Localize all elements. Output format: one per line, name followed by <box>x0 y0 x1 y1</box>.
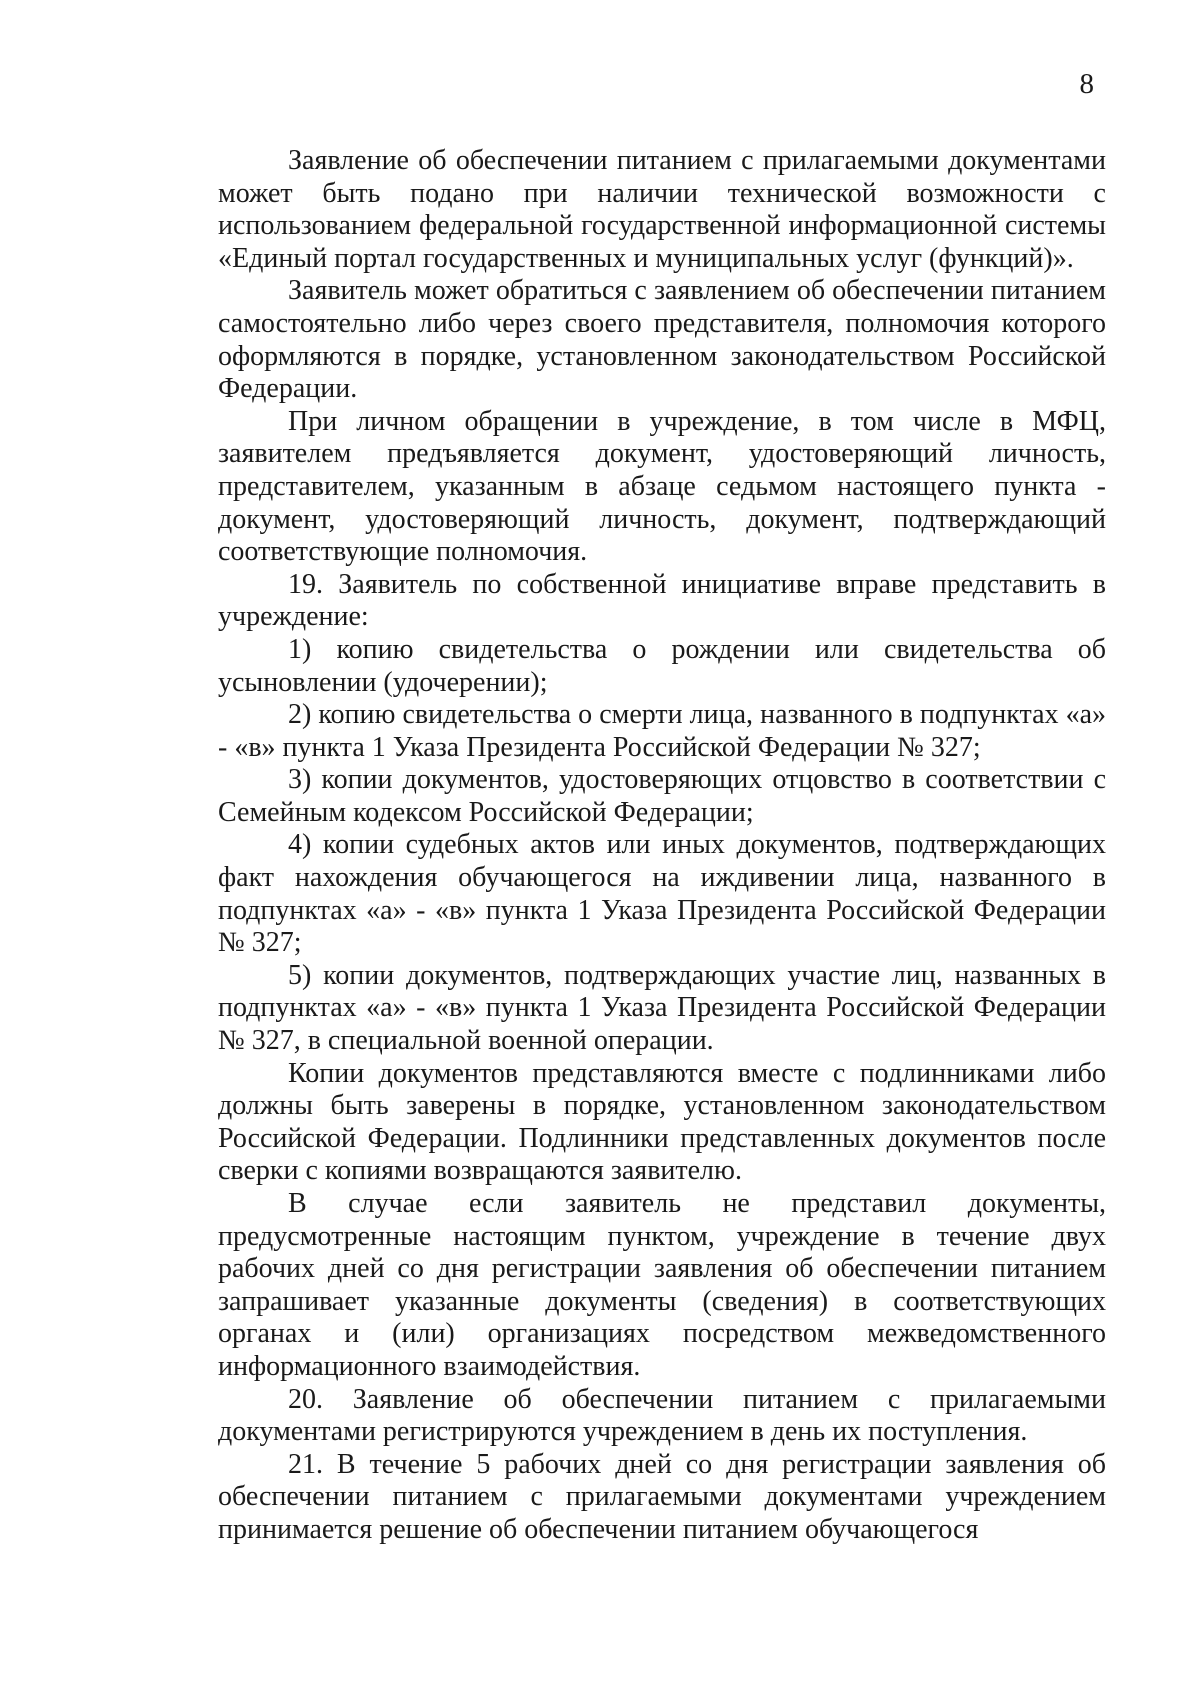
paragraph-item-21: 21. В течение 5 рабочих дней со дня регистрации заявления об обеспечении питанием с прилагаемыми документами учреждением принимается решение об обеспечении питанием обучающегося <box>218 1448 1106 1545</box>
paragraph-personal-visit: При личном обращении в учреждение, в том числе в МФЦ, заявителем предъявляется документ, удостоверяющий личность, представителем, указанным в абзаце седьмом настоящего пункта - документ, удостоверяющий личность, документ, подтверждающий соответствующие полномочия. <box>218 405 1106 568</box>
page-number: 8 <box>1079 68 1094 100</box>
paragraph-subitem-1: 1) копию свидетельства о рождении или свидетельства об усыновлении (удочерении); <box>218 633 1106 698</box>
paragraph-item-20: 20. Заявление об обеспечении питанием с прилагаемыми документами регистрируются учреждением в день их поступления. <box>218 1383 1106 1448</box>
paragraph-representative: Заявитель может обратиться с заявлением об обеспечении питанием самостоятельно либо через своего представителя, полномочия которого оформляются в порядке, установленном законодательством Российской Федерации. <box>218 275 1106 405</box>
paragraph-item-19: 19. Заявитель по собственной инициативе вправе представить в учреждение: <box>218 568 1106 633</box>
paragraph-copies: Копии документов представляются вместе с подлинниками либо должны быть заверены в порядке, установленном законодательством Российской Федерации. Подлинники представленных документов после сверки с копиями возвращаются заявителю. <box>218 1057 1106 1187</box>
paragraph-epgu-submission: Заявление об обеспечении питанием с прилагаемыми документами может быть подано при наличии технической возможности с использованием федеральной государственной информационной системы «Единый портал государственных и муниципальных услуг (функций)». <box>218 145 1106 274</box>
paragraph-subitem-3: 3) копии документов, удостоверяющих отцовство в соответствии с Семейным кодексом Российской Федерации; <box>218 764 1106 828</box>
document-body <box>218 145 1106 1547</box>
paragraph-subitem-4: 4) копии судебных актов или иных документов, подтверждающих факт нахождения обучающегося на иждивении лица, названного в подпунктах «а» - «в» пункта 1 Указа Президента Российской Федерации № 327; <box>218 829 1106 959</box>
paragraph-subitem-5: 5) копии документов, подтверждающих участие лиц, названных в подпунктах «а» - «в» пункта 1 Указа Президента Российской Федерации № 327, в специальной военной операции. <box>218 959 1106 1057</box>
paragraph-subitem-2: 2) копию свидетельства о смерти лица, названного в подпунктах «а» - «в» пункта 1 Указа Президента Российской Федерации № 327; <box>218 699 1106 763</box>
paragraph-interagency-request: В случае если заявитель не представил документы, предусмотренные настоящим пунктом, учреждение в течение двух рабочих дней со дня регистрации заявления об обеспечении питанием запрашивает указанные документы (сведения) в соответствующих органах и (или) организациях посредством межведомственного информационного взаимодействия. <box>218 1188 1106 1382</box>
